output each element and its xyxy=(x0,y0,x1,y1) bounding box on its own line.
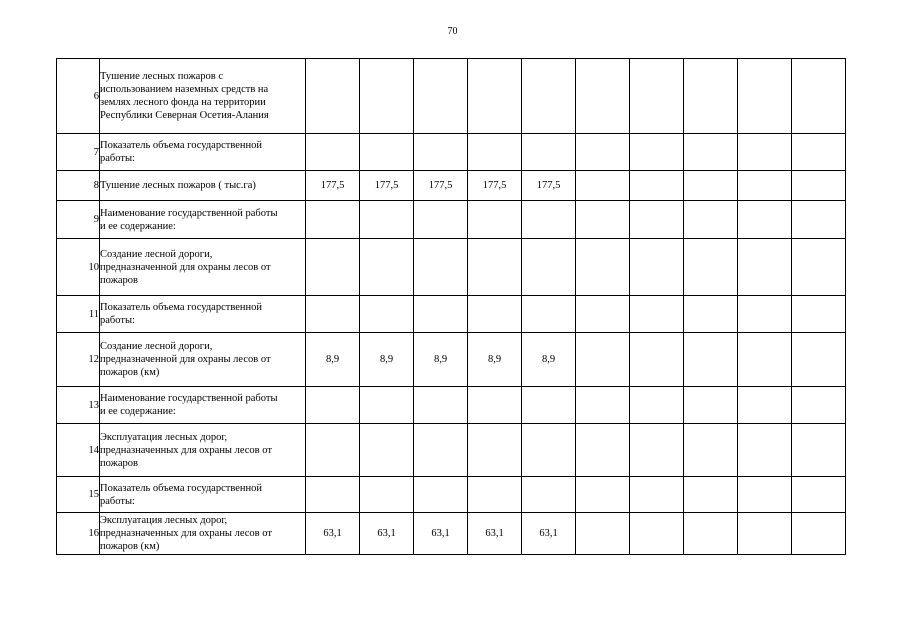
row-number-cell: 10 xyxy=(57,239,100,296)
value-cell xyxy=(306,134,360,171)
empty-cell xyxy=(630,424,684,477)
row-name-line: предназначенной для охраны лесов от xyxy=(100,354,271,365)
table-row xyxy=(57,59,846,134)
row-name-line: и ее содержание: xyxy=(100,406,176,417)
row-name-line: Создание лесной дороги, xyxy=(100,341,213,352)
table-row xyxy=(57,134,846,171)
value-cell xyxy=(360,296,414,333)
empty-cell xyxy=(738,201,792,239)
value-cell: 177,5 xyxy=(468,171,522,201)
empty-cell xyxy=(576,239,630,296)
table-row xyxy=(57,387,846,424)
empty-cell xyxy=(684,513,738,555)
value-cell xyxy=(468,239,522,296)
row-name-cell xyxy=(100,134,306,171)
value-cell xyxy=(306,239,360,296)
value-cell: 177,5 xyxy=(306,171,360,201)
empty-cell xyxy=(738,387,792,424)
table-row xyxy=(57,424,846,477)
empty-cell xyxy=(684,424,738,477)
empty-cell xyxy=(738,477,792,513)
value-cell: 177,5 xyxy=(522,171,576,201)
page-number: 70 xyxy=(447,26,458,37)
data-table xyxy=(56,58,846,555)
row-number-cell: 16 xyxy=(57,513,100,555)
row-name-line: работы: xyxy=(100,153,135,164)
empty-cell xyxy=(576,171,630,201)
empty-cell xyxy=(738,59,792,134)
row-name-line: пожаров (км) xyxy=(100,541,160,552)
row-number-cell: 6 xyxy=(57,59,100,134)
table-row xyxy=(57,171,846,201)
row-number-cell: 14 xyxy=(57,424,100,477)
empty-cell xyxy=(684,239,738,296)
empty-cell xyxy=(630,134,684,171)
empty-cell xyxy=(630,239,684,296)
value-cell xyxy=(360,134,414,171)
row-name-line: Наименование государственной работы xyxy=(100,207,278,219)
value-cell xyxy=(468,477,522,513)
empty-cell xyxy=(576,201,630,239)
value-cell xyxy=(468,59,522,134)
value-cell: 63,1 xyxy=(306,513,360,555)
row-name-line: Показатель объема государственной xyxy=(100,140,262,151)
row-name-line: пожаров (км) xyxy=(100,367,160,378)
value-cell xyxy=(414,134,468,171)
value-cell xyxy=(414,424,468,477)
value-cell: 8,9 xyxy=(360,333,414,387)
value-cell: 8,9 xyxy=(468,333,522,387)
value-cell xyxy=(306,201,360,239)
value-cell: 63,1 xyxy=(414,513,468,555)
value-cell xyxy=(360,201,414,239)
row-name-cell xyxy=(100,296,306,333)
value-cell xyxy=(414,59,468,134)
row-number-cell: 7 xyxy=(57,134,100,171)
row-name-cell xyxy=(100,201,306,239)
value-cell xyxy=(522,59,576,134)
value-cell xyxy=(468,201,522,239)
row-name-line: пожаров xyxy=(100,274,138,286)
value-cell: 177,5 xyxy=(414,171,468,201)
row-name-line: Эксплуатация лесных дорог, xyxy=(100,515,228,526)
value-cell xyxy=(360,387,414,424)
row-name-line: и ее содержание: xyxy=(100,220,176,232)
value-cell xyxy=(360,59,414,134)
empty-cell xyxy=(576,134,630,171)
value-cell xyxy=(414,477,468,513)
empty-cell xyxy=(576,424,630,477)
value-cell: 63,1 xyxy=(468,513,522,555)
row-name-line: использованием наземных средств на xyxy=(100,84,269,95)
empty-cell xyxy=(738,134,792,171)
empty-cell xyxy=(738,333,792,387)
empty-cell xyxy=(684,477,738,513)
value-cell xyxy=(414,201,468,239)
table-body xyxy=(57,59,846,555)
row-name-line: землях лесного фонда на территории xyxy=(100,97,266,108)
empty-cell xyxy=(738,513,792,555)
empty-cell xyxy=(630,59,684,134)
empty-cell xyxy=(792,424,846,477)
value-cell xyxy=(468,387,522,424)
empty-cell xyxy=(792,239,846,296)
empty-cell xyxy=(684,59,738,134)
row-number-cell: 8 xyxy=(57,171,100,201)
value-cell xyxy=(522,201,576,239)
empty-cell xyxy=(630,477,684,513)
empty-cell xyxy=(684,201,738,239)
empty-cell xyxy=(792,59,846,134)
empty-cell xyxy=(684,333,738,387)
row-name-line: предназначенной для охраны лесов от xyxy=(100,261,271,273)
empty-cell xyxy=(576,333,630,387)
row-number-cell: 15 xyxy=(57,477,100,513)
empty-cell xyxy=(576,296,630,333)
value-cell: 63,1 xyxy=(522,513,576,555)
value-cell xyxy=(414,296,468,333)
row-number-cell: 11 xyxy=(57,296,100,333)
row-name-line: Республики Северная Осетия-Алания xyxy=(100,110,269,121)
row-name-line: Показатель объема государственной xyxy=(100,302,262,313)
row-name-line: Наименование государственной работы xyxy=(100,393,278,404)
row-number-cell: 13 xyxy=(57,387,100,424)
row-name-line: работы: xyxy=(100,495,135,507)
row-name-line: Тушение лесных пожаров с xyxy=(100,71,224,82)
value-cell xyxy=(468,134,522,171)
value-cell xyxy=(468,296,522,333)
row-name-cell xyxy=(100,424,306,477)
row-name-cell xyxy=(100,387,306,424)
row-name-line: работы: xyxy=(100,315,135,326)
value-cell: 63,1 xyxy=(360,513,414,555)
empty-cell xyxy=(792,201,846,239)
empty-cell xyxy=(792,171,846,201)
value-cell xyxy=(522,387,576,424)
empty-cell xyxy=(792,333,846,387)
empty-cell xyxy=(792,296,846,333)
empty-cell xyxy=(630,201,684,239)
table-row xyxy=(57,513,846,555)
table-row xyxy=(57,333,846,387)
empty-cell xyxy=(630,171,684,201)
value-cell xyxy=(414,387,468,424)
value-cell xyxy=(360,239,414,296)
row-name-line: предназначенных для охраны лесов от xyxy=(100,444,272,456)
row-name-line: Показатель объема государственной xyxy=(100,482,262,494)
row-name-line: пожаров xyxy=(100,457,138,469)
empty-cell xyxy=(684,134,738,171)
row-name-cell xyxy=(100,59,306,134)
empty-cell xyxy=(738,239,792,296)
value-cell xyxy=(468,424,522,477)
table-row xyxy=(57,201,846,239)
row-name-cell xyxy=(100,477,306,513)
row-name-cell xyxy=(100,513,306,555)
value-cell xyxy=(306,296,360,333)
table-row xyxy=(57,239,846,296)
value-cell xyxy=(522,424,576,477)
row-number-cell: 9 xyxy=(57,201,100,239)
value-cell xyxy=(306,477,360,513)
empty-cell xyxy=(630,296,684,333)
value-cell xyxy=(306,424,360,477)
empty-cell xyxy=(792,134,846,171)
row-name-line: Создание лесной дороги, xyxy=(100,248,213,260)
empty-cell xyxy=(738,424,792,477)
value-cell xyxy=(360,424,414,477)
empty-cell xyxy=(576,513,630,555)
empty-cell xyxy=(576,477,630,513)
row-name-cell xyxy=(100,333,306,387)
value-cell: 8,9 xyxy=(306,333,360,387)
empty-cell xyxy=(684,296,738,333)
table-row xyxy=(57,296,846,333)
value-cell xyxy=(522,239,576,296)
row-name-cell xyxy=(100,239,306,296)
value-cell: 8,9 xyxy=(522,333,576,387)
row-name-line: Тушение лесных пожаров ( тыс.га) xyxy=(100,180,256,191)
value-cell xyxy=(522,134,576,171)
empty-cell xyxy=(630,333,684,387)
value-cell xyxy=(306,387,360,424)
empty-cell xyxy=(792,513,846,555)
empty-cell xyxy=(792,477,846,513)
value-cell xyxy=(522,477,576,513)
table-row xyxy=(57,477,846,513)
value-cell: 8,9 xyxy=(414,333,468,387)
row-name-line: Эксплуатация лесных дорог, xyxy=(100,431,228,443)
empty-cell xyxy=(792,387,846,424)
value-cell xyxy=(414,239,468,296)
empty-cell xyxy=(576,387,630,424)
empty-cell xyxy=(738,296,792,333)
row-name-line: предназначенных для охраны лесов от xyxy=(100,528,272,539)
row-number-cell: 12 xyxy=(57,333,100,387)
empty-cell xyxy=(630,513,684,555)
empty-cell xyxy=(576,59,630,134)
empty-cell xyxy=(684,171,738,201)
value-cell: 177,5 xyxy=(360,171,414,201)
row-name-cell xyxy=(100,171,306,201)
empty-cell xyxy=(738,171,792,201)
value-cell xyxy=(522,296,576,333)
empty-cell xyxy=(630,387,684,424)
value-cell xyxy=(360,477,414,513)
value-cell xyxy=(306,59,360,134)
empty-cell xyxy=(684,387,738,424)
